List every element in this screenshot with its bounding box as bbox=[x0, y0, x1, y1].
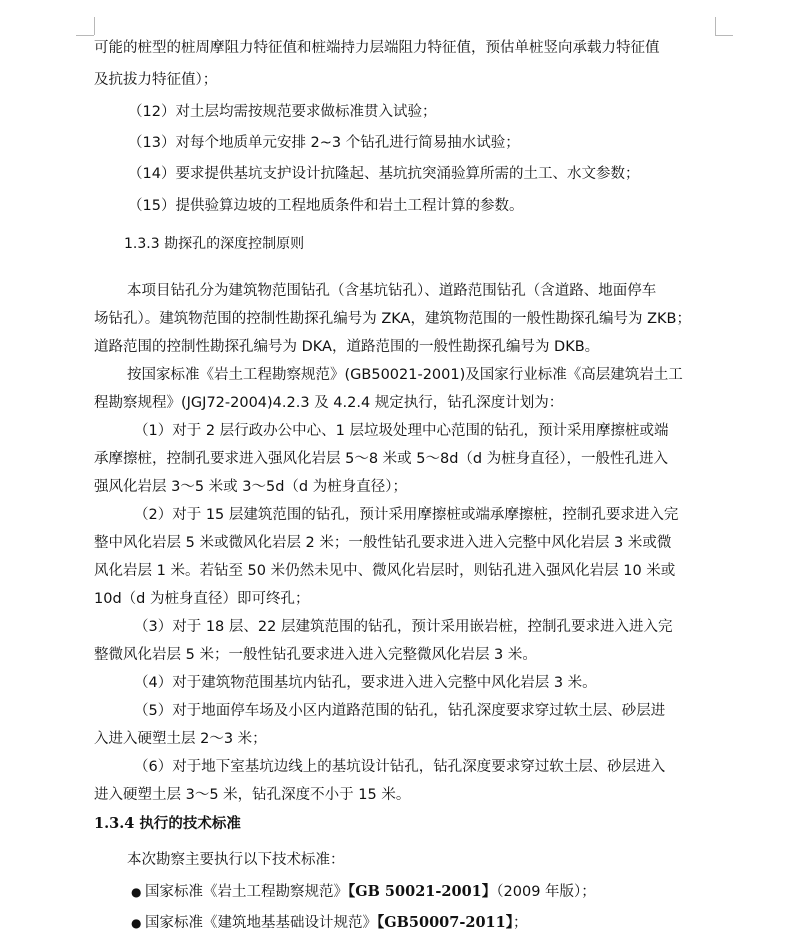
crop-mark bbox=[94, 17, 95, 35]
bullet-text: 国家标准《建筑地基基础设计规范》 bbox=[145, 915, 377, 931]
list-item: （12）对土层均需按规范要求做标准贯入试验； bbox=[128, 104, 437, 120]
paragraph-line: 10d（d 为桩身直径）即可终孔； bbox=[94, 591, 310, 607]
section-heading-1-3-4: 1.3.4 执行的技术标准 bbox=[94, 815, 241, 832]
paragraph-line: 本次勘察主要执行以下技术标准： bbox=[127, 852, 345, 868]
bullet-text-suffix: （2009 年版）； bbox=[496, 884, 596, 900]
paragraph-line: 及抗拔力特征值）； bbox=[94, 72, 218, 88]
paragraph-line: 本项目钻孔分为建筑物范围钻孔（含基坑钻孔）、道路范围钻孔（含道路、地面停车 bbox=[127, 283, 657, 299]
crop-mark bbox=[715, 35, 733, 36]
bullet-icon: ● bbox=[131, 885, 142, 899]
paragraph-line: 整中风化岩层 5 米或微风化岩层 2 米；一般性钻孔要求进入进入完整中风化岩层 3 米或微 bbox=[94, 535, 672, 551]
paragraph-line: （4）对于建筑物范围基坑内钻孔，要求进入进入完整中风化岩层 3 米。 bbox=[134, 675, 597, 691]
paragraph-line: （3）对于 18 层、22 层建筑范围的钻孔，预计采用嵌岩桩，控制孔要求进入进入完 bbox=[134, 619, 673, 635]
bullet-text-suffix: ； bbox=[512, 915, 528, 931]
list-item: （14）要求提供基坑支护设计抗隆起、基坑抗突涌验算所需的土工、水文参数； bbox=[128, 166, 640, 182]
bullet-item bbox=[131, 882, 794, 902]
bullet-icon: ● bbox=[131, 916, 142, 930]
paragraph-line: （6）对于地下室基坑边线上的基坑设计钻孔，钻孔深度要求穿过软土层、砂层进入 bbox=[134, 759, 666, 775]
paragraph-line: 整微风化岩层 5 米；一般性钻孔要求进入进入完整微风化岩层 3 米。 bbox=[94, 647, 537, 663]
standard-code: 【GB50007-2011】 bbox=[377, 914, 513, 931]
paragraph-line: 承摩擦桩，控制孔要求进入强风化岩层 5～8 米或 5～8d（d 为桩身直径），一般性孔进入 bbox=[94, 451, 668, 467]
paragraph-line: 入进入硬塑土层 2～3 米； bbox=[94, 731, 267, 747]
paragraph-line: （1）对于 2 层行政办公中心、1 层垃圾处理中心范围的钻孔，预计采用摩擦桩或端 bbox=[134, 423, 669, 439]
crop-mark bbox=[715, 17, 716, 35]
paragraph-line: 可能的桩型的桩周摩阻力特征值和桩端持力层端阻力特征值，预估单桩竖向承载力特征值 bbox=[94, 40, 660, 56]
crop-mark bbox=[76, 35, 94, 36]
standard-code: 【GB 50021-2001】 bbox=[348, 883, 497, 900]
paragraph-line: 强风化岩层 3～5 米或 3～5d（d 为桩身直径）； bbox=[94, 479, 407, 495]
paragraph-line: 程勘察规程》(JGJ72-2004)4.2.3 及 4.2.4 规定执行，钻孔深度计划为： bbox=[94, 395, 564, 411]
paragraph-line: 风化岩层 1 米。若钻至 50 米仍然未见中、微风化岩层时，则钻孔进入强风化岩层 10 米或 bbox=[94, 563, 676, 579]
list-item: （13）对每个地质单元安排 2~3 个钻孔进行简易抽水试验； bbox=[128, 135, 520, 151]
bullet-text: 国家标准《岩土工程勘察规范》 bbox=[145, 884, 348, 900]
paragraph-line: 进入硬塑土层 3～5 米，钻孔深度不小于 15 米。 bbox=[94, 787, 411, 803]
paragraph-line: （2）对于 15 层建筑范围的钻孔，预计采用摩擦桩或端承摩擦桩，控制孔要求进入完 bbox=[134, 507, 679, 523]
paragraph-line: （5）对于地面停车场及小区内道路范围的钻孔，钻孔深度要求穿过软土层、砂层进 bbox=[134, 703, 666, 719]
bullet-item bbox=[131, 913, 794, 933]
paragraph-line: 按国家标准《岩土工程勘察规范》(GB50021-2001)及国家行业标准《高层建筑岩土工 bbox=[127, 367, 683, 383]
paragraph-line: 道路范围的控制性勘探孔编号为 DKA，道路范围的一般性勘探孔编号为 DKB。 bbox=[94, 339, 600, 355]
section-heading-1-3-3: 1.3.3 勘探孔的深度控制原则 bbox=[124, 236, 305, 252]
list-item: （15）提供验算边坡的工程地质条件和岩土工程计算的参数。 bbox=[128, 198, 524, 214]
paragraph-line: 场钻孔）。建筑物范围的控制性勘探孔编号为 ZKA，建筑物范围的一般性勘探孔编号为 ZKB； bbox=[94, 311, 691, 327]
